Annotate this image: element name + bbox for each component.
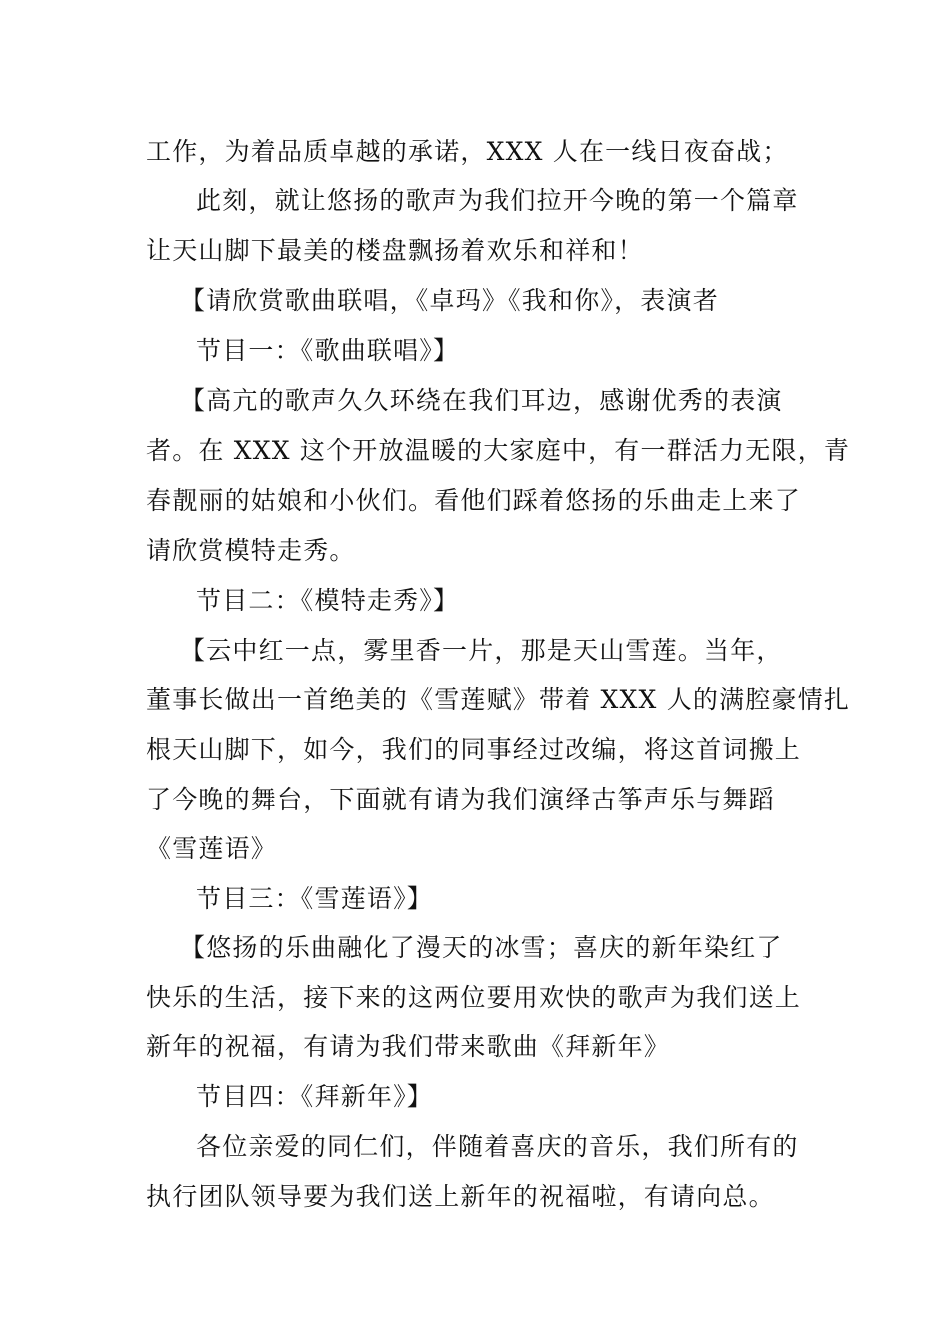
- paragraph-line: 董事长做出一首绝美的《雪莲赋》带着 XXX 人的满腔豪情扎: [146, 685, 851, 714]
- paragraph-line: 【高亢的歌声久久环绕在我们耳边，感谢优秀的表演: [180, 386, 783, 415]
- paragraph-line: 者。在 XXX 这个开放温暖的大家庭中，有一群活力无限，青: [146, 436, 851, 465]
- paragraph-line: 让天山脚下最美的楼盘飘扬着欢乐和祥和！: [146, 236, 644, 265]
- paragraph-line: 快乐的生活，接下来的这两位要用欢快的歌声为我们送上: [146, 983, 802, 1012]
- paragraph-line: 根天山脚下，如今，我们的同事经过改编，将这首词搬上: [146, 735, 802, 764]
- paragraph-line: 请欣赏模特走秀。: [146, 536, 356, 565]
- program-heading: 节目四：《拜新年》】: [196, 1082, 434, 1111]
- paragraph-line: 执行团队领导要为我们送上新年的祝福啦，有请向总。: [146, 1182, 775, 1211]
- paragraph-line: 了今晚的舞台，下面就有请为我们演绎古筝声乐与舞蹈: [146, 785, 775, 814]
- paragraph-line: 【请欣赏歌曲联唱，《卓玛》《我和你》，表演者: [180, 286, 719, 315]
- program-heading: 节目二：《模特走秀》】: [196, 586, 460, 615]
- paragraph-line: 【云中红一点，雾里香一片，那是天山雪莲。当年，: [180, 636, 783, 665]
- paragraph-line: 【悠扬的乐曲融化了漫天的冰雪；喜庆的新年染红了: [180, 933, 783, 962]
- paragraph-line: 此刻，就让悠扬的歌声为我们拉开今晚的第一个篇章: [196, 186, 799, 215]
- paragraph-line: 各位亲爱的同仁们，伴随着喜庆的音乐，我们所有的: [196, 1132, 799, 1161]
- paragraph-line: 新年的祝福，有请为我们带来歌曲《拜新年》: [146, 1032, 671, 1061]
- paragraph-line: 《雪莲语》: [146, 834, 278, 863]
- paragraph-line: 工作，为着品质卓越的承诺，XXX 人在一线日夜奋战；: [146, 137, 789, 166]
- paragraph-line: 春靓丽的姑娘和小伙们。看他们踩着悠扬的乐曲走上来了: [146, 486, 802, 515]
- program-heading: 节目三：《雪莲语》】: [196, 884, 434, 913]
- program-heading: 节目一：《歌曲联唱》】: [196, 336, 460, 365]
